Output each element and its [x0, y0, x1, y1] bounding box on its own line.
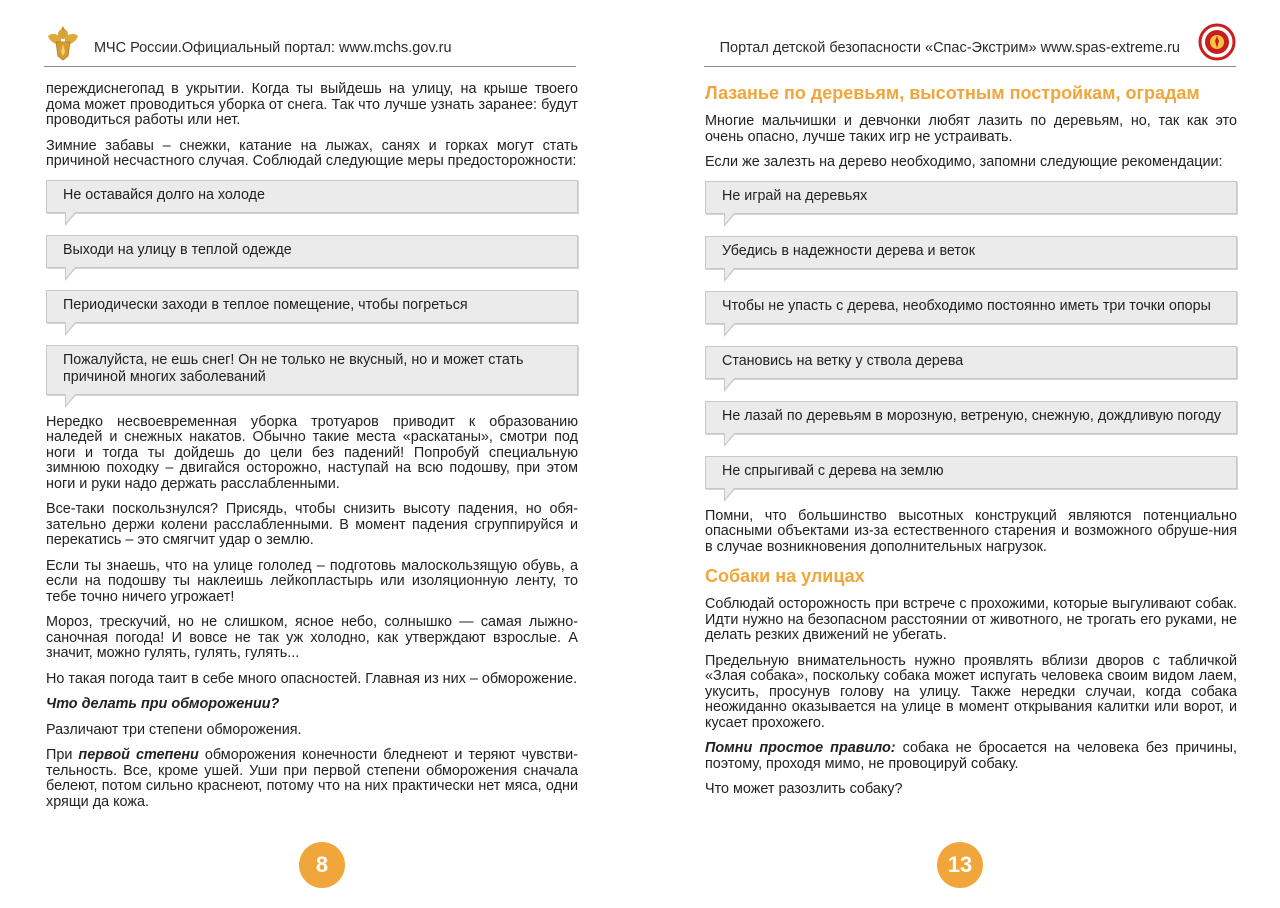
callout-tail [724, 323, 736, 337]
page-number: 8 [299, 842, 345, 888]
paragraph-frost: Мороз, трескучий, но не слишком, ясное небо, солнышко — самая лыжно-саночная погода! И вовсе не так уж холодно, как утверждают взрослые. А значит, можно гулять, гулять, гулять... [46, 614, 578, 661]
bold-term: Помни простое правило: [705, 740, 896, 756]
callout-text: Становись на ветку у ствола дерева [722, 352, 964, 369]
callout-box [705, 181, 1237, 214]
paragraph-recommendations: Если же залезть на дерево необходимо, запомни следующие рекомендации: [705, 154, 1223, 170]
callout-tail [65, 212, 77, 226]
right-header [704, 22, 1236, 67]
callout-tail [724, 268, 736, 282]
callout-box [46, 180, 578, 213]
paragraph-ice: Нередко несвоевременная уборка тротуаров приводит к образованию наледей и снежных накатов. Обычно такие места «раскатаны», смотри под ноги и тогда ты дойдешь до цели без падений! Попробуй специальную зимнюю походку – двигайся осторожно, наступай на всю подошву, при этом ноги и руки надо держать расслабленными. [46, 413, 578, 492]
callout-box [705, 456, 1237, 489]
paragraph-intro: переждиснегопад в укрытии. Когда ты выйдешь на улицу, на крыше твоего дома может проводиться уборка от снега. Так что лучше узнать заранее: будут проводиться работы или нет. [46, 81, 578, 128]
paragraph-question: Что может разозлить собаку? [705, 781, 903, 797]
callout-text: Не оставайся долго на холоде [63, 186, 265, 203]
callout-tail [724, 433, 736, 447]
left-content [46, 82, 578, 820]
callout-text: Не играй на деревьях [722, 187, 868, 204]
callout-text: Не лазай по деревьям в морозную, ветреную, снежную, дождливую погоду [722, 407, 1222, 424]
paragraph-slip: Все-таки поскользнулся? Присядь, чтобы снизить высоту падения, но обя-зательно держи колени расслабленными. В момент падения сгруппируйся и перекатись – это смягчит удар о землю. [46, 501, 578, 548]
paragraph-trees: Многие мальчишки и девчонки любят лазить по деревьям, но, так как это очень опасно, лучше таких игр не устраивать. [705, 113, 1237, 145]
callout-tail [724, 488, 736, 502]
text-run: обморожения конечности бледнеют и теряют чувстви-тельность. Все, кроме ушей. Уши при первой степени обморожения сначала белеют, потом сильно краснеют, потому что на них практически нет мяса, одни хрящи да кожа. [46, 747, 578, 810]
paragraph-dogs-1: Соблюдай осторожность при встрече с прохожими, которые выгуливают собак. Идти нужно на безопасном расстоянии от животного, не трогать его руками, не делать резких движений не убегать. [705, 596, 1237, 643]
paragraph-structures: Помни, что большинство высотных конструкций являются потенциально опасными объектами из-за естественного старения и возможного обруше-ния в случае возникновения дополнительных нагрузок. [705, 507, 1237, 555]
heading-climbing: Лазанье по деревьям, высотным постройкам, оградам [705, 83, 1200, 103]
right-content [705, 82, 1237, 808]
left-header [44, 22, 576, 67]
callout-text: Убедись в надежности дерева и веток [722, 242, 975, 259]
callout-text: Чтобы не упасть с дерева, необходимо постоянно иметь три точки опоры [722, 297, 1211, 314]
paragraph-shoes: Если ты знаешь, что на улице гололед – подготовь малоскользящую обувь, а если на подошву ты наклеишь лейкопластырь или изоляционную ленту, то тебе точно ничего угрожает! [46, 557, 578, 605]
text-run: собака не бросается на человека без причины, поэтому, проходя мимо, не провоцируй собаку. [705, 740, 1238, 772]
paragraph-degrees: Различают три степени обморожения. [46, 721, 302, 738]
callout-box [705, 236, 1237, 269]
callout-tail [724, 378, 736, 392]
callout-box [705, 346, 1237, 379]
spas-extreme-logo-icon [1198, 22, 1236, 62]
header-title: МЧС России.Официальный портал: www.mchs.gov.ru [94, 40, 452, 56]
callout-box [705, 291, 1237, 324]
header-title: Портал детской безопасности «Спас-Экстрим» www.spas-extreme.ru [719, 40, 1180, 56]
callout-text: Пожалуйста, не ешь снег! Он не только не вкусный, но и может стать причиной многих заболеваний [63, 351, 524, 385]
callout-text: Не спрыгивай с дерева на землю [722, 462, 944, 479]
paragraph-first-degree [46, 748, 578, 810]
callout-tail [65, 267, 77, 281]
paragraph-dogs-2: Предельную внимательность нужно проявлять вблизи дворов с табличкой «Злая собака», поскольку собака может испугать человека своим видом лаем, укусить, просунув голову на улицу. Также нередки случаи, когда собака неожиданно оказывается на улице в момент открывания калитки или ворот, и кусает прохожего. [705, 652, 1237, 731]
paragraph-rule [705, 741, 1237, 772]
callout-text: Выходи на улицу в теплой одежде [63, 241, 292, 258]
bold-term: первой степени [78, 747, 199, 763]
heading-dogs: Собаки на улицах [705, 566, 865, 586]
callout-tail [65, 322, 77, 336]
callout-tail [724, 213, 736, 227]
mchs-emblem-icon [44, 22, 82, 62]
callout-text: Периодически заходи в теплое помещение, чтобы погреться [63, 296, 468, 313]
text-run: При [46, 747, 79, 763]
paragraph-danger: Но такая погода таит в себе много опасностей. Главная из них – обморожение. [46, 670, 578, 687]
callout-box [46, 290, 578, 323]
callout-box [46, 345, 578, 395]
paragraph-winter-games: Зимние забавы – снежки, катание на лыжах, санях и горках могут стать причиной несчастного случая. Соблюдай следующие меры предосторожности: [46, 137, 578, 169]
subheading-frostbite: Что делать при обморожении? [46, 696, 280, 712]
callout-box [46, 235, 578, 268]
right-page [640, 0, 1280, 908]
page-number: 13 [937, 842, 983, 888]
callout-box [705, 401, 1237, 434]
callout-tail [65, 394, 77, 408]
